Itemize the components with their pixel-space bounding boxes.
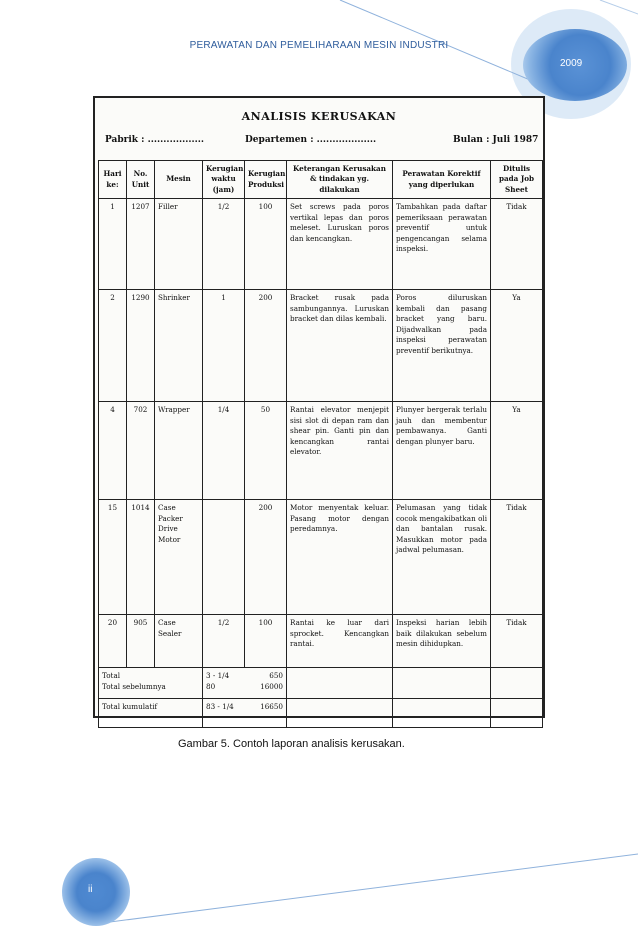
column-header: Hari ke: [99,161,127,199]
empty-cell [491,699,543,728]
keterangan-cell: Rantai elevator menjepit sisi slot di depan ram dan shear pin. Ganti pin dan kencangkan rantai elevator. [287,402,393,500]
total-produksi: 650 [269,671,283,681]
mesin-cell: Shrinker [155,290,203,402]
table-row [99,199,543,290]
produksi-cell: 200 [245,290,287,402]
mesin-cell: Case Packer Drive Motor [155,500,203,615]
job-sheet-cell: Ya [491,290,543,402]
produksi-cell: 50 [245,402,287,500]
column-header: Keterangan Kerusakan & tindakan yg. dilakukan [287,161,393,199]
scanned-document [93,96,545,718]
total-row [99,668,543,699]
perawatan-cell: Poros diluruskan kembali dan pasang bracket yang baru. Dijadwalkan pada inspeksi perawatan preventif berikutnya. [393,290,491,402]
scan-title: ANALISIS KERUSAKAN [241,110,397,123]
keterangan-cell: Bracket rusak pada sambungannya. Luruskan bracket dan dilas kembali. [287,290,393,402]
waktu-cell: 1/4 [203,402,245,500]
table-header-row [99,161,543,199]
column-header: Kerugian Produksi [245,161,287,199]
unit-cell: 1290 [127,290,155,402]
kumulatif-row [99,699,543,728]
table-row [99,290,543,402]
keterangan-cell: Rantai ke luar dari sprocket. Kencangkan rantai. [287,615,393,668]
produksi-cell: 100 [245,615,287,668]
unit-cell: 1207 [127,199,155,290]
header-title: PERAWATAN DAN PEMELIHARAAN MESIN INDUSTRI [189,40,449,51]
job-sheet-cell: Tidak [491,199,543,290]
empty-cell [393,699,491,728]
year-label: 2009 [560,58,583,69]
departemen-field: Departemen : ................... [245,135,377,145]
total-waktu: 3 - 1/4 [206,671,230,681]
waktu-cell: 1/2 [203,199,245,290]
job-sheet-cell: Tidak [491,615,543,668]
waktu-cell: 1/2 [203,615,245,668]
job-sheet-cell: Tidak [491,500,543,615]
table-row [99,500,543,615]
kumulatif-produksi: 16650 [260,702,283,712]
hari-cell: 4 [99,402,127,500]
perawatan-cell: Plunyer bergerak terlalu jauh dan membentur pembawanya. Ganti dengan plunyer baru. [393,402,491,500]
produksi-cell: 200 [245,500,287,615]
unit-cell: 1014 [127,500,155,615]
page-number-badge [62,858,130,926]
total-label-cell [99,668,203,699]
hari-cell: 2 [99,290,127,402]
table-row [99,402,543,500]
mesin-cell: Filler [155,199,203,290]
column-header: Ditulis pada Job Sheet [491,161,543,199]
perawatan-cell: Pelumasan yang tidak cocok mengakibatkan oli dan bantalan rusak. Masukkan motor pada jadwal pelumasan. [393,500,491,615]
keterangan-cell: Set screws pada poros vertikal lepas dan poros meleset. Luruskan poros dan kencangkan. [287,199,393,290]
empty-cell [287,699,393,728]
total-label: Total [102,671,121,681]
mesin-cell: Wrapper [155,402,203,500]
kumulatif-values-cell [203,699,287,728]
keterangan-cell: Motor menyentak keluar. Pasang motor dengan peredamnya. [287,500,393,615]
column-header: Perawatan Korektif yang diperlukan [393,161,491,199]
column-header: Kerugian waktu (jam) [203,161,245,199]
produksi-cell: 100 [245,199,287,290]
empty-cell [287,668,393,699]
perawatan-cell: Tambahkan pada daftar pemeriksaan perawatan preventif untuk pengencangan selama inspeksi. [393,199,491,290]
pabrik-field: Pabrik : .................. [105,135,205,145]
kumulatif-label: Total kumulatif [99,699,203,728]
total-values-cell [203,668,287,699]
sebelumnya-produksi: 16000 [260,681,283,691]
unit-cell: 905 [127,615,155,668]
kumulatif-waktu: 83 - 1/4 [206,702,234,712]
hari-cell: 15 [99,500,127,615]
analysis-table [98,160,543,728]
figure-caption: Gambar 5. Contoh laporan analisis kerusakan. [178,738,405,750]
column-header: Mesin [155,161,203,199]
hari-cell: 1 [99,199,127,290]
bulan-field: Bulan : Juli 1987 [453,135,539,145]
waktu-cell: 1 [203,290,245,402]
total-sebelumnya-label: Total sebelumnya [102,681,166,691]
unit-cell: 702 [127,402,155,500]
waktu-cell [203,500,245,615]
empty-cell [491,668,543,699]
empty-cell [393,668,491,699]
column-header: No. Unit [127,161,155,199]
perawatan-cell: Inspeksi harian lebih baik dilakukan sebelum mesin dihidupkan. [393,615,491,668]
page-number: ii [88,884,93,895]
sebelumnya-waktu: 80 [206,681,216,691]
table-row [99,615,543,668]
hari-cell: 20 [99,615,127,668]
mesin-cell: Case Sealer [155,615,203,668]
job-sheet-cell: Ya [491,402,543,500]
